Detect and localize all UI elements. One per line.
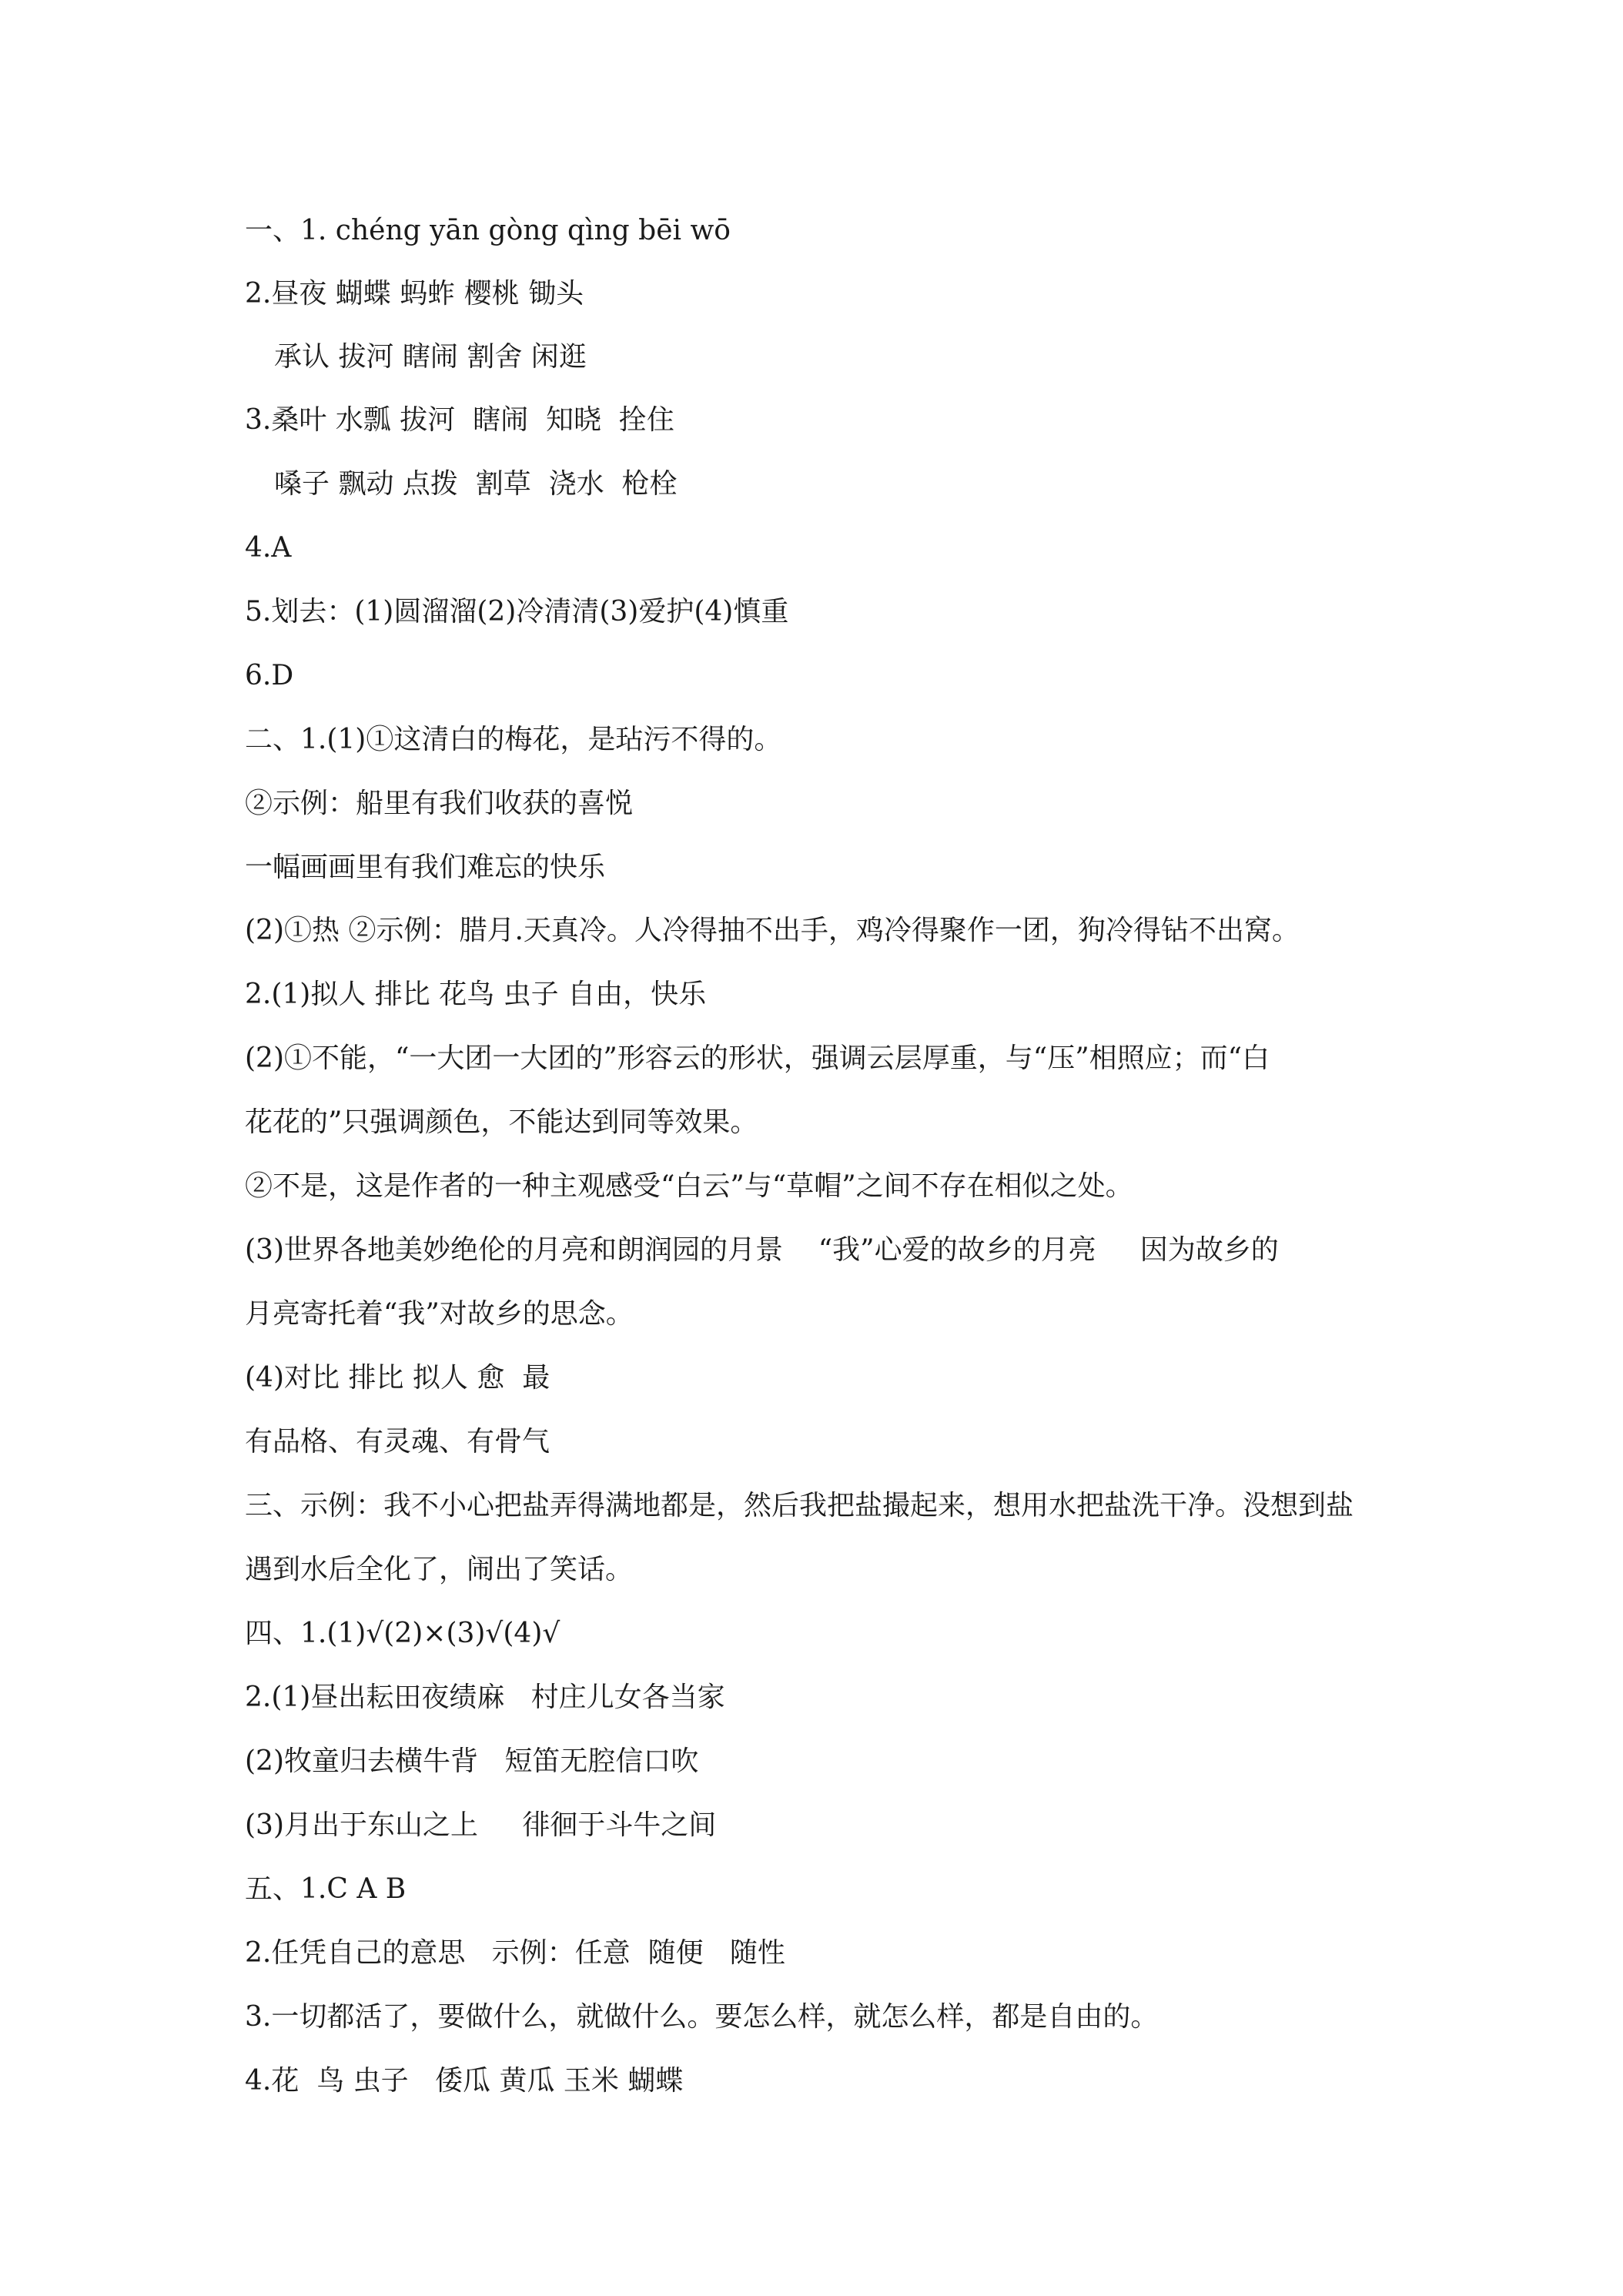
text-line: 遇到水后全化了，闹出了笑话。	[245, 1554, 634, 1585]
text-line: 有品格、有灵魂、有骨气	[245, 1426, 550, 1458]
text-line: (2)牧童归去横牛背 短笛无腔信口吹	[245, 1745, 699, 1777]
text-line: 4.A	[245, 532, 292, 564]
text-line: 5.划去：(1)圆溜溜(2)冷清清(3)爱护(4)慎重	[245, 596, 789, 628]
text-line: 2.任凭自己的意思 示例：任意 随便 随性	[245, 1937, 785, 1969]
text-line: 嗓子 飘动 点拨 割草 浇水 枪栓	[274, 468, 678, 500]
text-line: 6.D	[245, 660, 294, 691]
text-line: 四、1.(1)√(2)×(3)√(4)√	[245, 1618, 561, 1649]
text-line: 月亮寄托着“我”对故乡的思念。	[245, 1298, 634, 1330]
text-line: 五、1.C A B	[245, 1873, 407, 1905]
text-line: 2.(1)昼出耘田夜绩麻 村庄儿女各当家	[245, 1682, 725, 1713]
text-line: 2.昼夜 蝴蝶 蚂蚱 樱桃 锄头	[245, 278, 584, 310]
text-line: 3.桑叶 水瓢 拔河 瞎闹 知晓 拴住	[245, 404, 674, 436]
text-line: (3)世界各地美妙绝伦的月亮和朗润园的月景 “我”心爱的故乡的月亮 因为故乡的	[245, 1234, 1279, 1266]
text-line: 2.(1)拟人 排比 花鸟 虫子 自由，快乐	[245, 979, 707, 1010]
text-line: (3)月出于东山之上 徘徊于斗牛之间	[245, 1809, 717, 1841]
text-line: 3.一切都活了，要做什么，就做什么。要怎么样，就怎么样，都是自由的。	[245, 2001, 1159, 2033]
text-line: 4.花 鸟 虫子 倭瓜 黄瓜 玉米 蝴蝶	[245, 2065, 684, 2097]
text-line: 三、示例：我不小心把盐弄得满地都是，然后我把盐撮起来，想用水把盐洗干净。没想到盐	[245, 1490, 1354, 1521]
text-line: (2)①不能，“一大团一大团的”形容云的形状，强调云层厚重，与“压”相照应；而“白	[245, 1043, 1270, 1074]
text-line: 承认 拔河 瞎闹 割舍 闲逛	[274, 341, 587, 373]
text-line: ②示例：船里有我们收获的喜悦	[245, 788, 634, 819]
text-line: 二、1.(1)①这清白的梅花，是玷污不得的。	[245, 724, 782, 755]
text-line: (2)①热 ②示例：腊月.天真冷。人冷得抽不出手，鸡冷得聚作一团，狗冷得钻不出窝。	[245, 915, 1300, 946]
text-line: 一幅画画里有我们难忘的快乐	[245, 852, 606, 883]
text-line: ②不是，这是作者的一种主观感受“白云”与“草帽”之间不存在相似之处。	[245, 1170, 1133, 1202]
text-line: (4)对比 排比 拟人 愈 最	[245, 1362, 550, 1394]
text-line: 一、1. chéng yān gòng qìng bēi wō	[245, 215, 731, 246]
text-line: 花花的”只强调颜色，不能达到同等效果。	[245, 1106, 758, 1138]
